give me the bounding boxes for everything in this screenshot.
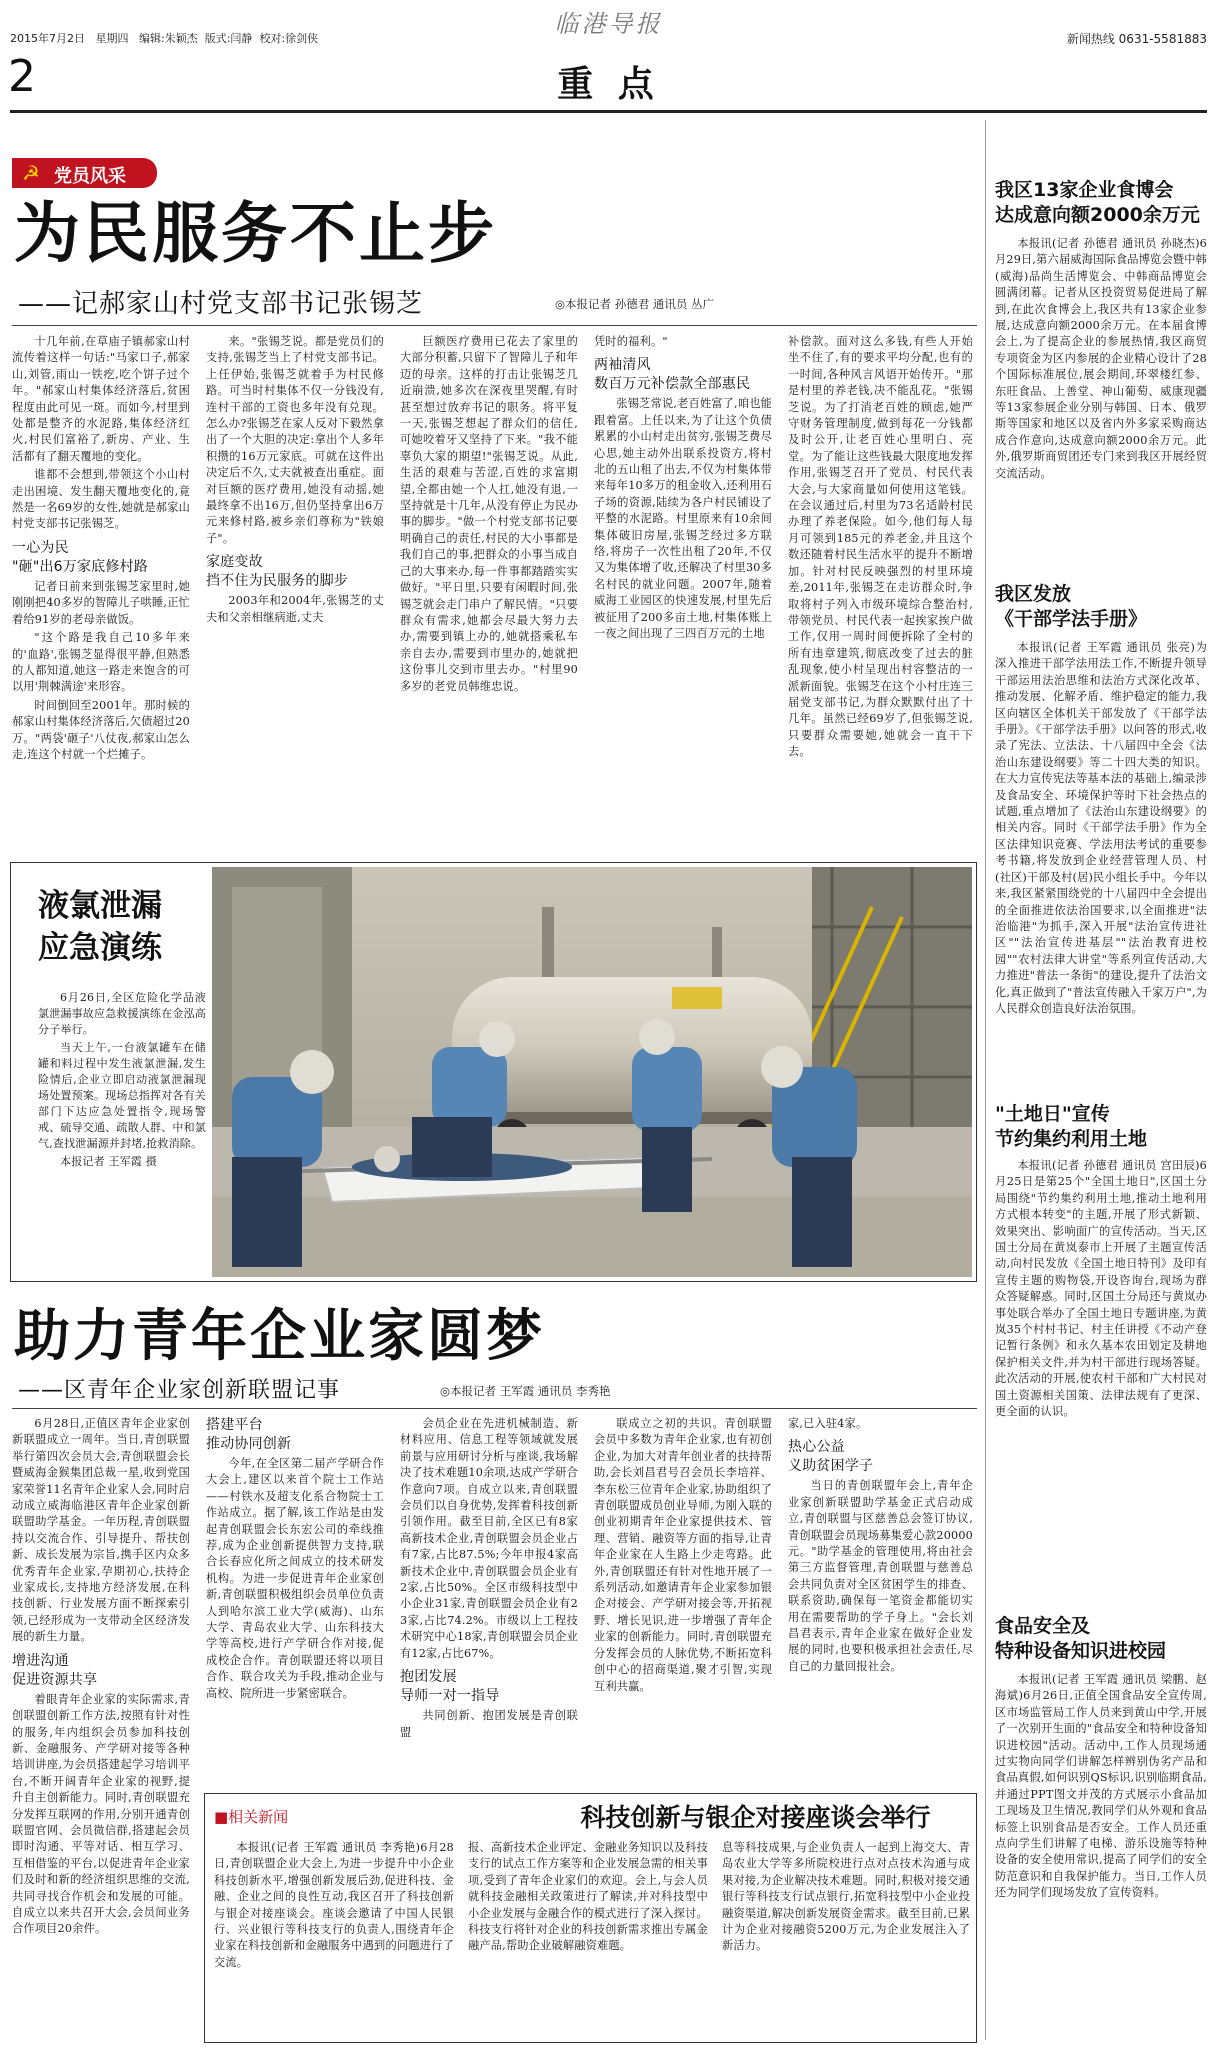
designer: 版式:闫静 [204,32,253,45]
brief-paragraph: 本报讯(记者 王军霞 通讯员 梁鹏、赵海斌)6月26日,正值全国食品安全宣传周,区市场监管局工作人员来到黄山中学,开展了一次别开生面的"食品安全和特种设备知识进校园"活动。活动中,工作人员现场通过实物向同学们讲解怎样辨别伪劣产品和食品真假,如何识别QS标识,识别临期食品,并通过PPT图文并茂的方式展示小食品加工现场及卫生情况,教同学们从外观和食品标签上识别食品是否安全。工作人员还重点向学生们讲解了电梯、游乐设施等特种设备的安全使用常识,提高了同学们的安全防范意识和自我保护能力。当日,工作人员还为同学们现场发放了宣传资料。 [995,1673,1207,1900]
related-news-tag: ■相关新闻 [214,1808,289,1826]
related-news-title: 科技创新与银企对接座谈会举行 [580,1803,931,1832]
lead-paragraph: 2003年和2004年,张锡芝的丈夫和父亲相继病逝,丈夫 [206,594,384,624]
second-column-1 [12,1416,190,2036]
editor: 编辑:朱颖杰 [139,32,198,45]
news-hotline: 新闻热线 0631-5581883 [1066,32,1207,46]
photo-caption [38,990,206,1275]
lead-column-1 [12,334,190,854]
brief-2-title: 我区发放 《干部学法手册》 [995,583,1148,630]
brief-3-body [995,1158,1207,1598]
story-paragraph: 家,已入驻4家。 [788,1417,868,1430]
photo-feature-title: 液氯泄漏 应急演练 [38,888,162,966]
masthead-rule [10,110,1207,113]
sidebar-divider [985,120,986,2040]
second-rule [12,1408,977,1409]
lead-byline: ◎本报记者 孙德君 通讯员 丛广 [555,297,714,311]
lead-paragraph: 补偿款。面对这么多钱,有些人开始坐不住了,有的要求平均分配,也有的一时间,各种风言风语开始传开。"那是村里的养老钱,决不能乱花。"张锡芝说。为了打消老百姓的顾虑,她严守财务管理制度,做到每花一分钱都及时公开,让老百姓心里明白、亮堂。为了能让这些钱最大限度地发挥作用,张锡芝召开了党员、村民代表大会,与大家商量如何使用这笔钱。在会议通过后,村里为73名适龄村民办理了养老保险。如今,他们每人每月可领到185元的养老金,并且这个数还随着村民生活水平的提升不断增加。针对村民反映强烈的村里环境差,2011年,张锡芝在走访群众时,争取将村子列入市级环境综合整治村,带领党员、村民代表一起挨家挨户做工作,仅用一周时间便拆除了全村的所有违章建筑,彻底改变了过去的脏乱现象,使小村呈现出村容整洁的一派新面貌。张锡芝在这个小村庄连三届党支部书记,为群众默默付出了十几年。虽然已经69岁了,但张锡芝说,只要群众需要她,她就会一直干下去。 [788,335,973,759]
lead-paragraph: 时间倒回至2001年。那时候的郝家山村集体经济落后,欠债超过20万。"两袋'砸子'八仗夜,郝家山怎么走,连这个村就一个烂摊子。 [12,698,190,761]
lead-paragraph: 凭时的福利。" [594,335,668,348]
related-column-2 [468,1840,708,2038]
lead-paragraph: 巨额医疗费用已花去了家里的大部分积蓄,只留下了智障儿子和年迈的母亲。这样的打击让张锡芝几近崩溃,她多次在深夜里哭醒,有时甚至想过放弃书记的职务。将平复一天,张锡芝想起了群众们的信任,可她咬着牙又坚持了下来。"我不能辜负大家的期望!"张锡芝说。从此,生活的艰难与苦涩,百姓的求富期望,全都由她一个人扛,她没有退,一坚持就是十几年,从没有停止为民办事的脚步。"做一个村党支部书记要明确自己的责任,村民的大小事都是我们自己的事,把群众的小事当成自己的大事来办,每一件事都踏踏实实做好。"平日里,只要有闲暇时间,张锡芝就会走门串户了解民情。"只要群众有需求,她都会尽最大努力去办,需要到镇上办的,她就搭乘私车亲自去办,需要到市里办的,她就把这份事儿交到市里去办。"村里90多岁的老党员韩维忠说。 [400,335,578,693]
second-column-2 [206,1416,384,1786]
brief-paragraph: 本报讯(记者 王军霞 通讯员 张亮)为深入推进干部学法用法工作,不断提升领导干部运用法治思维和法治方式深化改革、推动发展、化解矛盾、维护稳定的能力,我区向辖区全体机关干部发放了《干部学法手册》。《干部学法手册》以问答的形式,收录了宪法、立法法、十八届四中全会《法治山东建设纲要》等二十四大类的知识。在大力宣传宪法等基本法的基础上,编录涉及食品安全、环境保护等时下社会热点的试题,重点增加了《法治山东建设纲要》的相关内容。同时《干部学法手册》作为全区法律知识竞赛、学法用法考试的重要参考书籍,将发放到企业经营管理人员、村(社区)干部及村(居)民小组长手中。今年以来,我区紧紧围绕党的十八届四中全会提出的全面推进依法治国要求,以全面推进"法治临港"为抓手,深入开展"法治宣传进社区""法治宣传进基层""法治教育进校园""农村法律大讲堂"等系列宣传活动,大力推进"普法一条街"的建设,提升了法治文化,真正做到了"普法宣传融入千家万户",为人民群众创造良好法治氛围。 [995,641,1207,1015]
story-subhead: 增进沟通 促进资源共享 [12,1652,98,1688]
photo-credit: 本报记者 王军霞 摄 [60,1155,157,1168]
related-paragraph: 本报讯(记者 王军霞 通讯员 李秀艳)6月28日,青创联盟企业大会上,为进一步提升中小企业科技创新水平,增强创新发展后劲,促进科技、金融、企业之间的良性互动,我区召开了科技创新与银企对接座谈会。座谈会邀请了中国人民银行、兴业银行等科技支行的负责人,围绕青年企业家在科技创新和金融服务中遇到的问题进行了交流。 [214,1841,454,1969]
proofreader: 校对:徐剑侠 [259,32,319,45]
paper-logo: 临港导报 [554,10,663,38]
story-paragraph: 联成立之初的共识。青创联盟会员中多数为青年企业家,也有初创企业,为加大对青年创业者的扶持帮助,会长刘昌君号召会员长李培祥、李东松三位青年企业家,协助组织了青创联盟成员创业导师,为刚入联的创业初期青年企业家提供技术、管理、营销、融资等方面的指导,让青年企业家在人生路上少走弯路。此外,青创联盟还有针对性地开展了一系列活动,如邀请青年企业家参加银企对接会、产学研对接会等,开拓视野、增长见识,进一步增强了青年企业家的创新能力。同时,青创联盟充分发挥会员的人脉优势,不断拓宽科创中心的招商渠道,聚才引智,实现互利共赢。 [594,1417,772,1693]
party-tag [12,158,157,188]
brief-paragraph: 本报讯(记者 孙德君 通讯员 孙晓杰)6月29日,第六届威海国际食品博览会暨中韩(威海)品尚生活博览会、中韩商品博览会圆满闭幕。记者从区投资贸易促进局了解到,在此次食博会上,我区共有13家企业参展,达成意向额2000余万元。在本届食博会上,为了提高企业的参展热情,我区商贸专项资金为区内参展的企业精心设计了28个国际标准展位,展会期间,环翠楼红参、东旺食品、上善堂、神山葡萄、威康现疆等13家参展企业分别与韩国、日本、俄罗斯等国家和地区以及省内外多家采购商达成合作意向,达成意向额2000余万元。此外,俄罗斯商贸团还专门来到我区开展经贸交流活动。 [995,237,1207,480]
lead-subhead: 家庭变故 挡不住为民服务的脚步 [206,554,348,590]
second-headline: 助力青年企业家圆梦 [14,1303,545,1369]
lead-column-5 [788,334,973,854]
hammer-sickle-icon: ☭ [22,161,40,185]
second-column-3 [400,1416,578,1786]
story-paragraph: 着眼青年企业家的实际需求,青创联盟创新工作方法,按照有针对性的服务,年内组织会员参加科技创新、金融服务、产学研对接等各种培训讲座,为会员搭建起学习培训平台,不断开阔青年企业家的视野,提升自主创新能力。同时,青创联盟充分发挥互联网的作用,分别开通青创联盟官网、会员微信群,搭建起会员即时沟通、平等对话、相互学习、互相借鉴的平台,以促进青年企业家们及时和新的经济组织思维的交流,共同寻找合作机会和发展的可能。自成立以来共召开大会,会员间业务合作项目20余件。 [12,1692,190,1936]
brief-paragraph: 本报讯(记者 孙德君 通讯员 宫田辰)6月25日是第25个"全国土地日",区国土分局围绕"节约集约利用土地,推动土地利用方式根本转变"的主题,开展了形式新颖、效果突出、影响面广的宣传活动。当天,区国土分局在黄岚泰市上开展了主题宣传活动,向村民发放《全国土地日特刊》及印有宣传主题的购物袋,开设咨询台,现场为群众答疑解惑。同时,区国土分局还与黄岚办事处联合举办了全国土地日专题讲座,为黄岚35个村村书记、村主任讲授《不动产登记暂行条例》和永久基本农田划定及耕地保护相关文件,并为村干部进行现场答疑。此次活动的开展,使农村干部和广大村民对国土资源相关国策、法律法规有了更深、更全面的认识。 [995,1159,1207,1419]
second-byline: ◎本报记者 王军霞 通讯员 李秀艳 [440,1384,611,1398]
brief-4-title: 食品安全及 特种设备知识进校园 [995,1615,1167,1662]
brief-1-title: 我区13家企业食博会 达成意向额2000余万元 [995,179,1200,226]
story-paragraph: 共同创新、抱团发展是青创联盟 [400,1709,578,1739]
lead-paragraph: 十几年前,在草庙子镇郝家山村流传着这样一句话:"马家口子,郝家山,刘管,雨山一铁疙,吃个饼子过个年。"郝家山村集体经济落后,贫困程度由此可见一斑。而如今,村里到处都是整齐的水泥路,集体经济红火,村民们富裕了,新房、产业、生活都有了翻天覆地的变化。 [12,335,190,463]
brief-1-body [995,236,1207,566]
lead-headline: 为民服务不止步 [14,194,497,272]
lead-subhead: 一心为民 "砸"出6万家底修村路 [12,539,148,575]
party-tag-label: 党员风采 [54,166,126,187]
brief-4-body [995,1672,1207,2042]
issue-date: 2015年7月2日 [10,32,85,45]
lead-column-4 [594,334,772,854]
lead-paragraph: 谁都不会想到,带领这个小山村走出困境、发生翻天覆地变化的,竟然是一名69岁的女性,她就是郝家山村党支部书记张锡芝。 [12,468,190,531]
caption-paragraph: 6月26日,全区危险化学品液氯泄漏事故应急救援演练在金泓高分子举行。 [38,991,206,1036]
story-paragraph: 会员企业在先进机械制造、新材料应用、信息工程等领域就发展前景与应用研讨分析与座谈,我场解决了技术难题10余项,达成产学研合作意向7项。自成立以来,青创联盟会员们以自身优势,发挥着科技创新引领作用。截至目前,全区已有8家高新技术企业,青创联盟会员企业占有7家,占比87.5%;今年申报4家高新技术企业中,青创联盟会员企业有2家,占比50%。全区市级科技型中小企业31家,青创联盟会员企业有23家,占比74.2%。市级以上工程技术研究中心18家,青创联盟会员企业有12家,占比67%。 [400,1417,578,1660]
related-column-3 [722,1840,970,2038]
lead-paragraph: 记者日前来到张锡芝家里时,她刚刚把40多岁的智障儿子哄睡,正忙着给91岁的老母亲做饭。 [12,579,190,626]
story-subhead: 抱团发展 导师一对一指导 [400,1669,500,1705]
story-subhead: 热心公益 义助贫困学子 [788,1439,874,1475]
weekday: 星期四 [95,32,129,45]
lead-paragraph: 来。"张锡芝说。都是党员们的支持,张锡芝当上了村党支部书记。上任伊始,张锡芝就着手为村民修路。可当时村集体不仅一分钱没有,连村干部的工资也多年没有兑现。怎么办?张锡芝在家人反对下毅然拿出了一个大胆的决定:拿出个人多年积攒的16万元家底。可就在这件出决定后不久,丈夫就被查出重症。面对巨额的医疗费用,她没有动摇,她最终拿不出16万,但仍坚持拿出6万元来修村路,被乡亲们尊称为"铁娘子"。 [206,335,384,545]
lead-rule [12,325,977,326]
lead-column-3 [400,334,578,854]
page-number: 2 [8,51,36,102]
story-paragraph: 当日的青创联盟年会上,青年企业家创新联盟助学基金正式启动成立,青创联盟与区慈善总会签订协议,青创联盟会员现场募集爱心款20000元。"助学基金的管理使用,将由社会第三方监督管理,青创联盟与慈善总会共同负责对全区贫困学生的排查、联系资助,确保每一笔资金都能切实用在需要帮助的学子身上。"会长刘昌君表示,青年企业家在做好企业发展的同时,也要积极承担社会责任,尽自己的力量回报社会。 [788,1479,973,1673]
story-paragraph: 今年,在全区第二届产学研合作大会上,建区以来首个院士工作站——村铁水及超支化系合物院士工作站成立。据了解,该工作站是由发起青创联盟会长东宏公司的牵线推荐,成为企业创新提供智力支持,联合长春应化所之间成立的技术研发机构。为进一步促进青年企业家创新,青创联盟积极组织会员单位负责人到哈尔滨工业大学(威海)、山东大学、青岛农业大学、山东科技大学等高校,进行产学研合作对接,促成校企合作。青创联盟还将以项目合作、联合攻关为手段,推动企业与高校、院所进一步紧密联合。 [206,1457,384,1700]
related-column-1 [214,1840,454,2038]
section-title: 重 点 [557,64,660,105]
brief-2-body [995,640,1207,1090]
lead-paragraph: "这个路是我自己10多年来的'血路',张锡芝显得很平静,但熟悉的人都知道,她这一路走来饱含的可以用'荆棘满途'来形容。 [12,631,190,694]
drill-photo [212,867,972,1277]
caption-paragraph: 当天上午,一台液氯罐车在储罐和料过程中发生液氯泄漏,发生险情后,企业立即启动液氯泄漏现场处置预案。现场总指挥对各有关部门下达应急处置指令,现场警戒、硫导交通、疏散人群、中和氯气,查找泄漏源并封堵,抢救消除。 [38,1041,206,1150]
lead-subhead: 两袖清风 数百万元补偿款全部惠民 [594,357,751,393]
second-subheadline: ——区青年企业家创新联盟记事 [18,1378,341,1403]
second-column-5 [788,1416,973,1786]
story-paragraph: 6月28日,正值区青年企业家创新联盟成立一周年。当日,青创联盟举行第四次会员大会,青创联盟会长暨威海金猴集团总裁一星,收到党国家荣誉11名青年企业家人会,同时启动成立威海临港区青年企业家创新联盟助学基金。一年历程,青创联盟持以交流合作、引导提升、帮扶创新、成长发展为宗旨,携手区内众多优秀青年企业家,孕期初心,扶持企业家成长,支持地方经济发展,在科技创新、行业发展方面不断探索引领,已经形成为一支带动全区经济发展的新生力量。 [12,1417,190,1644]
related-paragraph: 报、高新技术企业评定、金融业务知识以及科技支行的试点工作方案等和企业发展急需的相关事项,受到了青年企业家们的欢迎。会上,与会人员就科技金融相关政策进行了解读,并对科技型中小企业发展与金融合作的模式进行了深入探讨。科技支行将针对企业的科技创新需求推出专属金融产品,帮助企业破解融资难题。 [468,1841,708,1953]
story-subhead: 搭建平台 推动协同创新 [206,1417,292,1452]
lead-paragraph: 张锡芝常说,老百姓富了,咱也能跟着富。上任以来,为了让这个负债累累的小山村走出贫穷,张锡芝费尽心思,她主动外出联系投资方,将村北的五山租了出去,不仅为村集体带来每年10多万的租金收入,还利用石子场的资源,陆续为各户村民铺设了平整的水泥路。村里原来有10余间集体破旧房屋,张锡芝经过多方联络,将房子一次性出租了20年,不仅又为集体增了收,还解决了村里30多名村民的就业问题。2007年,随着威海工业园区的快速发展,村里先后被征用了200多亩土地,村集体账上一夜之间出现了三四百万元的土地 [594,397,772,641]
related-paragraph: 息等科技成果,与企业负责人一起到上海交大、青岛农业大学等多所院校进行点对点技术沟通与成果对接,为企业解决技术难题。同时,积极对接交通银行等科技支行试点银行,拓宽科技型中小企业投融资渠道,解决创新发展资金需求。截至目前,已累计为企业对接融资5200万元,为企业发展注入了新活力。 [722,1841,970,1953]
lead-column-2 [206,334,384,854]
brief-3-title: "土地日"宣传 节约集约利用土地 [995,1103,1148,1150]
lead-subheadline: ——记郝家山村党支部书记张锡芝 [18,289,424,319]
second-column-4 [594,1416,772,1786]
